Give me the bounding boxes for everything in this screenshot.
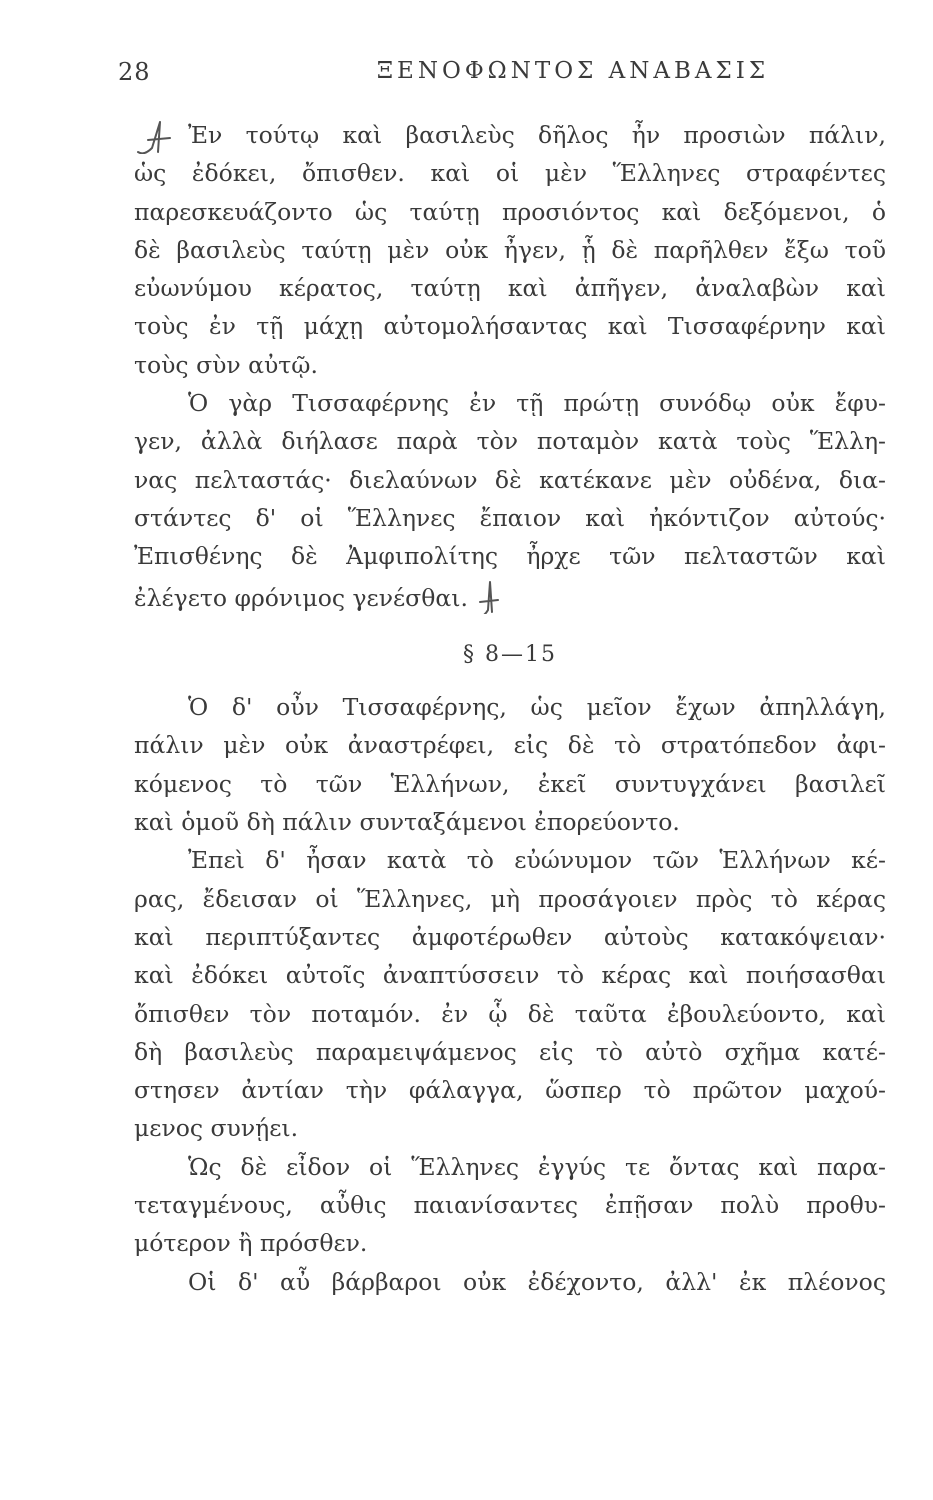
paragraph4-line-7: στησεν ἀντίαν τὴν φάλαγγα, ὥσπερ τὸ πρῶτον μαχού- <box>134 1076 886 1105</box>
pencil-bracket-end-mark <box>472 576 502 614</box>
page-number: 28 <box>118 58 151 86</box>
paragraph2-line-6 <box>134 576 886 614</box>
paragraph1-line-1-text: Ἐν τούτῳ καὶ βασιλεὺς δῆλος ἦν προσιὼν πάλιν, <box>188 121 886 149</box>
paragraph5-line-1: Ὡς δὲ εἶδον οἱ Ἕλληνες ἐγγύς τε ὄντας καὶ παρα- <box>188 1152 886 1181</box>
paragraph3-line-1: Ὁ δ' οὖν Τισσαφέρνης, ὡς μεῖον ἔχων ἀπηλλάγη, <box>188 693 886 722</box>
paragraph2-line-2: γεν, ἀλλὰ διήλασε παρὰ τὸν ποταμὸν κατὰ τοὺς Ἕλλη- <box>134 427 886 456</box>
paragraph4-line-6: δὴ βασιλεὺς παραμειψάμενος εἰς τὸ αὐτὸ σχῆμα κατέ- <box>134 1037 886 1066</box>
paragraph2-line-6-text: ἐλέγετο φρόνιμος γενέσθαι. <box>134 583 468 612</box>
paragraph4-line-5: ὄπισθεν τὸν ποταμόν. ἐν ᾧ δὲ ταῦτα ἐβουλεύοντο, καὶ <box>134 999 886 1028</box>
paragraph1-line-2: ὡς ἐδόκει, ὄπισθεν. καὶ οἱ μὲν Ἕλληνες στραφέντες <box>134 159 886 188</box>
paragraph5-line-3: μότερον ἢ πρόσθεν. <box>134 1229 368 1258</box>
paragraph4-line-8: μενος συνῄει. <box>134 1114 299 1143</box>
paragraph1-line-3: παρεσκευάζοντο ὡς ταύτῃ προσιόντος καὶ δεξόμενοι, ὁ <box>134 197 886 226</box>
paragraph2-line-4: στάντες δ' οἱ Ἕλληνες ἔπαιον καὶ ἠκόντιζον αὐτούς· <box>134 503 886 532</box>
pencil-bracket-start-mark <box>134 118 178 154</box>
paragraph1-line-1 <box>134 116 886 154</box>
section-heading: § 8—15 <box>463 641 557 667</box>
paragraph4-line-1: Ἐπεὶ δ' ἦσαν κατὰ τὸ εὐώνυμον τῶν Ἑλλήνων κέ- <box>188 846 886 875</box>
paragraph1-line-6: τοὺς ἐν τῇ μάχῃ αὐτομολήσαντας καὶ Τισσαφέρνην καὶ <box>134 312 886 341</box>
paragraph3-line-3: κόμενος τὸ τῶν Ἑλλήνων, ἐκεῖ συντυγχάνει βασιλεῖ <box>134 769 886 798</box>
paragraph3-line-4: καὶ ὁμοῦ δὴ πάλιν συνταξάμενοι ἐπορεύοντο. <box>134 808 680 837</box>
paragraph5-line-2: τεταγμένους, αὖθις παιανίσαντες ἐπῇσαν πολὺ προθυ- <box>134 1191 886 1220</box>
paragraph4-line-2: ρας, ἔδεισαν οἱ Ἕλληνες, μὴ προσάγοιεν πρὸς τὸ κέρας <box>134 884 886 913</box>
paragraph3-line-2: πάλιν μὲν οὐκ ἀναστρέφει, εἰς δὲ τὸ στρατόπεδον ἀφι- <box>134 731 886 760</box>
paragraph2-line-3: νας πελταστάς· διελαύνων δὲ κατέκανε μὲν οὐδένα, δια- <box>134 465 886 494</box>
paragraph1-line-5: εὐωνύμου κέρατος, ταύτῃ καὶ ἀπῆγεν, ἀναλαβὼν καὶ <box>134 274 886 303</box>
running-title: ΞΕΝΟΦΩΝΤΟΣ ΑΝΑΒΑΣΙΣ <box>376 58 770 84</box>
paragraph2-line-1: Ὁ γὰρ Τισσαφέρνης ἐν τῇ πρώτῃ συνόδῳ οὐκ ἔφυ- <box>188 389 886 418</box>
paragraph4-line-3: καὶ περιπτύξαντες ἀμφοτέρωθεν αὐτοὺς κατακόψειαν· <box>134 922 886 951</box>
paragraph1-line-4: δὲ βασιλεὺς ταύτῃ μὲν οὐκ ἦγεν, ᾗ δὲ παρῆλθεν ἔξω τοῦ <box>134 235 886 264</box>
body-text <box>134 116 886 1301</box>
paragraph4-line-4: καὶ ἐδόκει αὐτοῖς ἀναπτύσσειν τὸ κέρας καὶ ποιήσασθαι <box>134 961 886 990</box>
paragraph6-line-1: Οἱ δ' αὖ βάρβαροι οὐκ ἐδέχοντο, ἀλλ' ἐκ πλέονος <box>188 1267 886 1296</box>
page-header <box>118 58 888 92</box>
paragraph1-line-7: τοὺς σὺν αὐτῷ. <box>134 350 318 379</box>
paragraph2-line-5: Ἐπισθένης δὲ Ἀμφιπολίτης ἦρχε τῶν πελταστῶν καὶ <box>134 542 886 571</box>
